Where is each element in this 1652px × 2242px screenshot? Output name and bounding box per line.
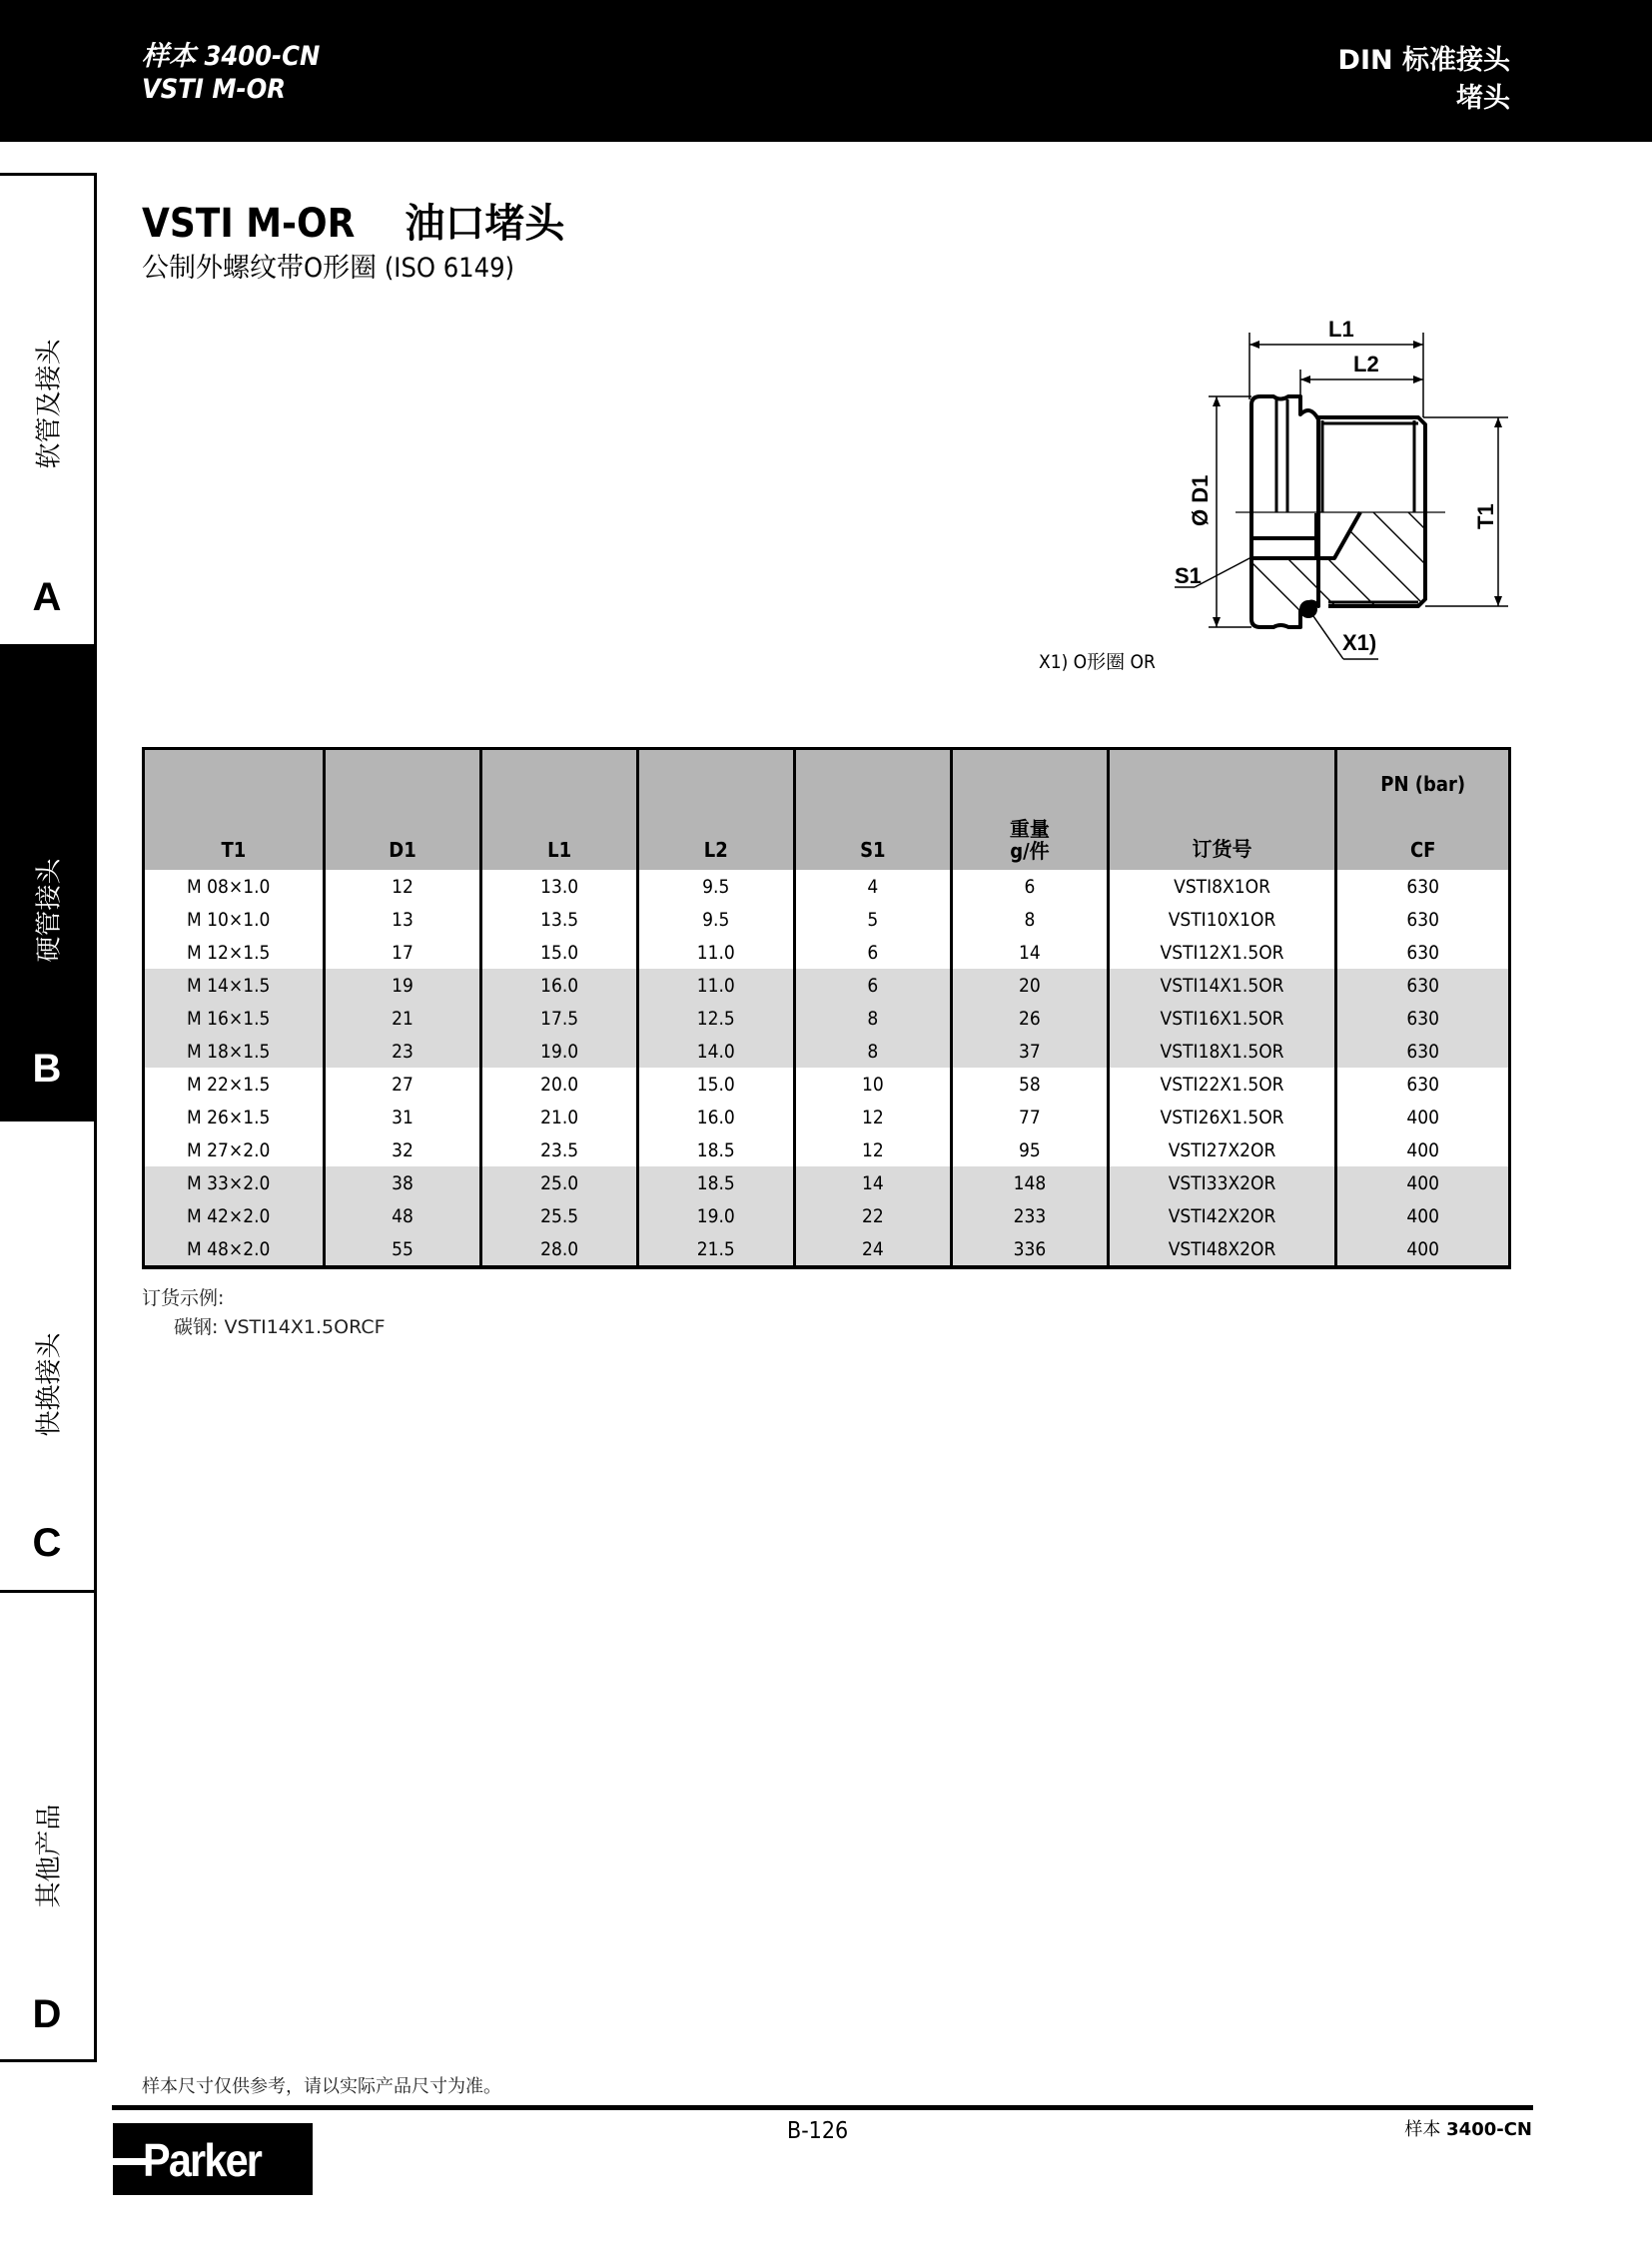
- cell-pn: 400: [1336, 1166, 1510, 1199]
- label-x1: X1): [1342, 630, 1377, 655]
- tab-b-label: 硬管接头: [34, 858, 65, 963]
- cell-d1: 48: [324, 1199, 481, 1232]
- cell-s1: 12: [794, 1133, 952, 1166]
- tab-c-label: 快换接头: [34, 1332, 65, 1437]
- cell-l1: 28.0: [481, 1232, 638, 1267]
- col-header-pn: [1336, 749, 1510, 871]
- cell-l1: 13.5: [481, 903, 638, 936]
- cell-l1: 25.5: [481, 1199, 638, 1232]
- footer-catalog-id: [1404, 2115, 1532, 2141]
- table-row: [144, 969, 1510, 1002]
- cell-weight: 58: [952, 1068, 1109, 1101]
- table-row: [144, 903, 1510, 936]
- page-subtitle: 公制外螺纹带O形圈 (ISO 6149): [142, 253, 515, 284]
- weight-header-line1: 重量: [1009, 817, 1050, 841]
- col-header-s1: S1: [794, 749, 952, 871]
- cell-pn: 630: [1336, 903, 1510, 936]
- cell-pn: 400: [1336, 1133, 1510, 1166]
- cell-s1: 5: [794, 903, 952, 936]
- cell-order: VSTI14X1.5OR: [1108, 969, 1336, 1002]
- cell-t1: M 33×2.0: [144, 1166, 325, 1199]
- table-row: [144, 1002, 1510, 1035]
- catalog-prefix: 样本: [1404, 2119, 1441, 2140]
- page-header: [0, 0, 1652, 142]
- cell-t1: M 10×1.0: [144, 903, 325, 936]
- plug-technical-drawing: [1019, 300, 1538, 679]
- table-row: [144, 1133, 1510, 1166]
- section-line: DIN 标准接头: [1337, 45, 1510, 76]
- catalog-code: 3400-CN: [1446, 2119, 1532, 2140]
- cell-l2: 18.5: [637, 1166, 794, 1199]
- cell-s1: 6: [794, 969, 952, 1002]
- cell-l1: 15.0: [481, 936, 638, 969]
- cell-s1: 4: [794, 870, 952, 903]
- tab-d[interactable]: [0, 1593, 94, 2062]
- cell-s1: 24: [794, 1232, 952, 1267]
- cell-t1: M 12×1.5: [144, 936, 325, 969]
- cell-pn: 630: [1336, 1002, 1510, 1035]
- label-l1: L1: [1328, 317, 1354, 342]
- cell-order: VSTI22X1.5OR: [1108, 1068, 1336, 1101]
- cell-d1: 13: [324, 903, 481, 936]
- cell-t1: M 42×2.0: [144, 1199, 325, 1232]
- cell-pn: 400: [1336, 1101, 1510, 1133]
- footer-divider: [112, 2105, 1533, 2110]
- cell-order: VSTI48X2OR: [1108, 1232, 1336, 1267]
- cell-l1: 21.0: [481, 1101, 638, 1133]
- order-example-value: 碳钢: VSTI14X1.5ORCF: [174, 1316, 386, 1338]
- cell-d1: 31: [324, 1101, 481, 1133]
- col-header-order-no: 订货号: [1108, 749, 1336, 871]
- weight-header-line2: g/件: [1010, 839, 1050, 863]
- cell-t1: M 08×1.0: [144, 870, 325, 903]
- cell-l2: 12.5: [637, 1002, 794, 1035]
- cell-l2: 15.0: [637, 1068, 794, 1101]
- cell-t1: M 16×1.5: [144, 1002, 325, 1035]
- cell-l2: 16.0: [637, 1101, 794, 1133]
- label-t1: T1: [1473, 503, 1498, 529]
- cell-d1: 23: [324, 1035, 481, 1068]
- cell-l2: 9.5: [637, 870, 794, 903]
- cell-weight: 336: [952, 1232, 1109, 1267]
- cell-s1: 10: [794, 1068, 952, 1101]
- cell-s1: 8: [794, 1035, 952, 1068]
- pn-header-line1: PN (bar): [1380, 772, 1466, 796]
- cell-t1: M 22×1.5: [144, 1068, 325, 1101]
- tab-c-letter: C: [32, 1521, 62, 1565]
- cell-l1: 25.0: [481, 1166, 638, 1199]
- drawing-footnote: X1) O形圈 OR: [1039, 651, 1156, 673]
- logo-text: Parker: [143, 2134, 262, 2186]
- product-line: VSTI M-OR: [142, 74, 286, 105]
- tab-d-label: 其他产品: [34, 1804, 65, 1908]
- cell-l2: 14.0: [637, 1035, 794, 1068]
- cell-l1: 20.0: [481, 1068, 638, 1101]
- cell-t1: M 18×1.5: [144, 1035, 325, 1068]
- footer-disclaimer: 样本尺寸仅供参考，请以实际产品尺寸为准。: [142, 2076, 501, 2097]
- cell-d1: 17: [324, 936, 481, 969]
- cell-weight: 148: [952, 1166, 1109, 1199]
- table-row: [144, 1232, 1510, 1267]
- cell-l1: 13.0: [481, 870, 638, 903]
- cell-weight: 26: [952, 1002, 1109, 1035]
- cell-t1: M 48×2.0: [144, 1232, 325, 1267]
- table-row: [144, 1199, 1510, 1232]
- table-row: [144, 1101, 1510, 1133]
- cell-d1: 27: [324, 1068, 481, 1101]
- tab-d-letter: D: [32, 1992, 62, 2036]
- cell-order: VSTI16X1.5OR: [1108, 1002, 1336, 1035]
- cell-l1: 16.0: [481, 969, 638, 1002]
- table-row: [144, 870, 1510, 903]
- col-header-weight: [952, 749, 1109, 871]
- label-l2: L2: [1353, 352, 1379, 376]
- cell-l1: 23.5: [481, 1133, 638, 1166]
- label-s1: S1: [1175, 563, 1202, 588]
- dimensions-table: [142, 747, 1511, 1269]
- cell-d1: 38: [324, 1166, 481, 1199]
- cell-pn: 630: [1336, 936, 1510, 969]
- cell-pn: 400: [1336, 1199, 1510, 1232]
- cell-weight: 77: [952, 1101, 1109, 1133]
- cell-order: VSTI42X2OR: [1108, 1199, 1336, 1232]
- cell-d1: 19: [324, 969, 481, 1002]
- table-row: [144, 936, 1510, 969]
- col-header-t1: T1: [144, 749, 325, 871]
- cell-order: VSTI26X1.5OR: [1108, 1101, 1336, 1133]
- subsection-line: 堵头: [1456, 83, 1510, 114]
- cell-order: VSTI33X2OR: [1108, 1166, 1336, 1199]
- cell-l2: 21.5: [637, 1232, 794, 1267]
- cell-weight: 95: [952, 1133, 1109, 1166]
- cell-pn: 400: [1336, 1232, 1510, 1267]
- catalog-line: 样本 3400-CN: [142, 41, 321, 72]
- cell-t1: M 14×1.5: [144, 969, 325, 1002]
- cell-weight: 8: [952, 903, 1109, 936]
- cell-weight: 20: [952, 969, 1109, 1002]
- cell-s1: 22: [794, 1199, 952, 1232]
- col-header-l1: L1: [481, 749, 638, 871]
- cell-d1: 12: [324, 870, 481, 903]
- cell-pn: 630: [1336, 1068, 1510, 1101]
- cell-s1: 12: [794, 1101, 952, 1133]
- cell-l2: 11.0: [637, 969, 794, 1002]
- o-ring: [1299, 600, 1317, 618]
- table-row: [144, 1035, 1510, 1068]
- cell-order: VSTI10X1OR: [1108, 903, 1336, 936]
- cell-order: VSTI18X1.5OR: [1108, 1035, 1336, 1068]
- table-row: [144, 1068, 1510, 1101]
- table-row: [144, 1166, 1510, 1199]
- cell-t1: M 26×1.5: [144, 1101, 325, 1133]
- page-number: B-126: [787, 2118, 849, 2144]
- tab-c[interactable]: [0, 1121, 94, 1593]
- section-tabs: [0, 173, 97, 2062]
- order-example-label: 订货示例:: [142, 1287, 225, 1309]
- cell-weight: 14: [952, 936, 1109, 969]
- cell-l1: 17.5: [481, 1002, 638, 1035]
- pn-header-line2: CF: [1409, 838, 1436, 862]
- cell-s1: 14: [794, 1166, 952, 1199]
- cell-l2: 9.5: [637, 903, 794, 936]
- tab-a-letter: A: [32, 575, 62, 619]
- cell-d1: 55: [324, 1232, 481, 1267]
- parker-logo: [113, 2123, 313, 2195]
- cell-pn: 630: [1336, 969, 1510, 1002]
- tab-a-label: 软管及接头: [34, 339, 65, 469]
- table-body: [144, 870, 1510, 1267]
- page-title: VSTI M-OR 油口堵头: [142, 201, 565, 247]
- cell-order: VSTI8X1OR: [1108, 870, 1336, 903]
- cell-weight: 233: [952, 1199, 1109, 1232]
- tab-b[interactable]: [0, 647, 94, 1121]
- cell-weight: 37: [952, 1035, 1109, 1068]
- cell-s1: 8: [794, 1002, 952, 1035]
- tab-b-letter: B: [32, 1047, 62, 1091]
- cell-order: VSTI27X2OR: [1108, 1133, 1336, 1166]
- label-d1: Ø D1: [1188, 474, 1213, 526]
- cell-order: VSTI12X1.5OR: [1108, 936, 1336, 969]
- col-header-l2: L2: [637, 749, 794, 871]
- cell-l2: 11.0: [637, 936, 794, 969]
- cell-d1: 32: [324, 1133, 481, 1166]
- tab-a[interactable]: [0, 176, 94, 647]
- cell-pn: 630: [1336, 870, 1510, 903]
- cell-s1: 6: [794, 936, 952, 969]
- cell-d1: 21: [324, 1002, 481, 1035]
- cell-l2: 18.5: [637, 1133, 794, 1166]
- cell-l1: 19.0: [481, 1035, 638, 1068]
- table-header-row: [144, 749, 1510, 871]
- cell-weight: 6: [952, 870, 1109, 903]
- cell-pn: 630: [1336, 1035, 1510, 1068]
- cell-l2: 19.0: [637, 1199, 794, 1232]
- cell-t1: M 27×2.0: [144, 1133, 325, 1166]
- col-header-d1: D1: [324, 749, 481, 871]
